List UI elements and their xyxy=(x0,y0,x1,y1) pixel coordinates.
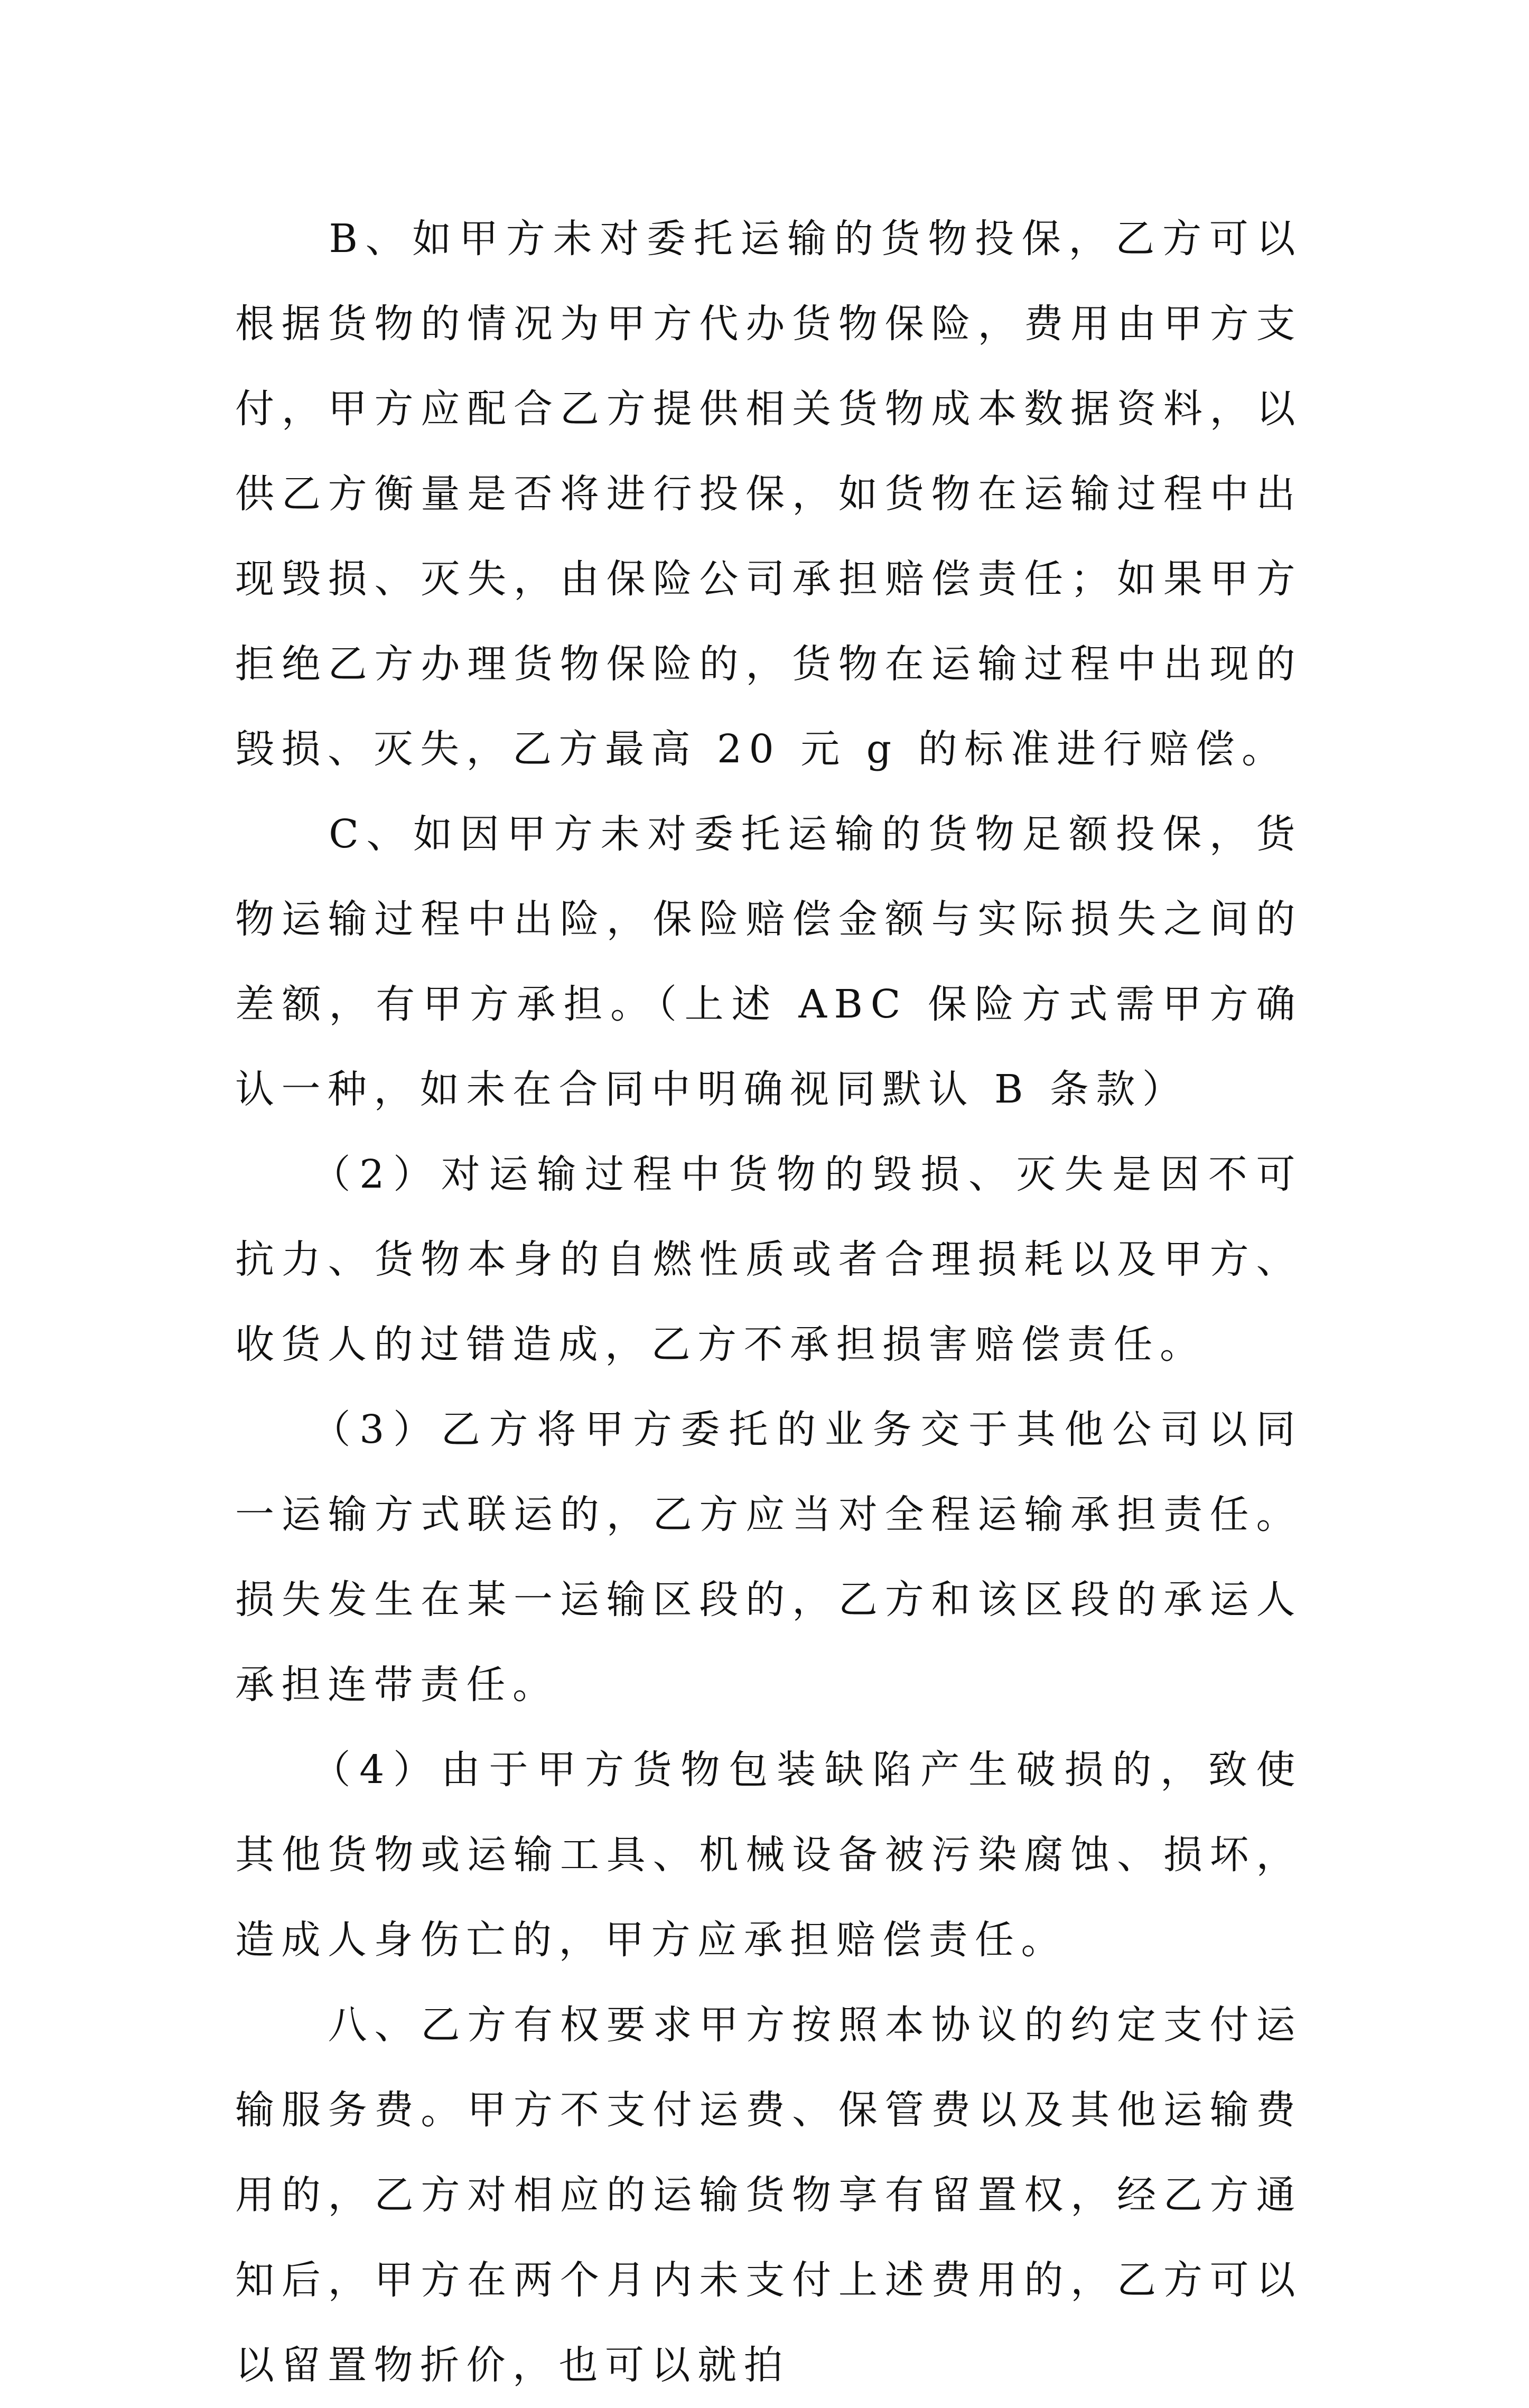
paragraph-clause-b: B、如甲方未对委托运输的货物投保，乙方可以根据货物的情况为甲方代办货物保险，费用由甲方支付，甲方应配合乙方提供相关货物成本数据资料，以供乙方衡量是否将进行投保，如货物在运输过程中出现毁损、灭失，由保险公司承担赔偿责任；如果甲方拒绝乙方办理货物保险的，货物在运输过程中出现的毁损、灭失，乙方最高 20 元 g 的标准进行赔偿。 xyxy=(235,216,1302,772)
document-body xyxy=(235,197,1302,2408)
paragraph-clause-c: C、如因甲方未对委托运输的货物足额投保，货物运输过程中出险，保险赔偿金额与实际损失之间的差额，有甲方承担。（上述 ABC 保险方式需甲方确认一种，如未在合同中明确视同默认 B 条款） xyxy=(235,811,1302,1112)
paragraph-item-2: （2）对运输过程中货物的毁损、灭失是因不可抗力、货物本身的自燃性质或者合理损耗以及甲方、收货人的过错造成，乙方不承担损害赔偿责任。 xyxy=(235,1152,1302,1367)
paragraph-item-4: （4）由于甲方货物包装缺陷产生破损的，致使其他货物或运输工具、机械设备被污染腐蚀、损坏，造成人身伤亡的，甲方应承担赔偿责任。 xyxy=(235,1747,1302,1963)
paragraph-section-8: 八、乙方有权要求甲方按照本协议的约定支付运输服务费。甲方不支付运费、保管费以及其他运输费用的，乙方对相应的运输货物享有留置权，经乙方通知后，甲方在两个月内未支付上述费用的，乙方可以以留置物折价，也可以就拍 xyxy=(235,2002,1302,2388)
paragraph-item-3: （3）乙方将甲方委托的业务交于其他公司以同一运输方式联运的，乙方应当对全程运输承担责任。损失发生在某一运输区段的，乙方和该区段的承运人承担连带责任。 xyxy=(235,1407,1302,1707)
